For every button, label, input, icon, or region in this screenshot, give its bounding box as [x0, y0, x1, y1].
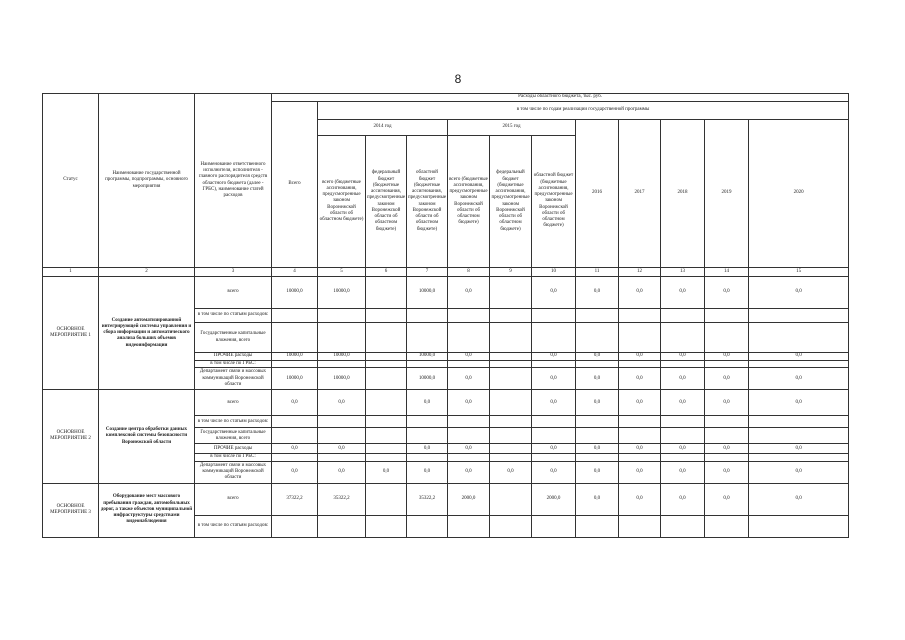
column-number: 14: [705, 268, 749, 277]
page-number: 8: [454, 72, 462, 86]
value-cell: [448, 515, 490, 537]
value-cell: 0,0: [318, 461, 366, 483]
value-cell: [576, 454, 619, 461]
value-cell: 0,0: [318, 390, 366, 416]
value-cell: [576, 309, 619, 323]
value-cell: [619, 416, 661, 428]
value-cell: 0,0: [619, 368, 661, 390]
value-cell: [661, 428, 705, 444]
value-cell: [619, 309, 661, 323]
value-cell: 10000,0: [407, 277, 448, 309]
value-cell: [366, 444, 407, 454]
value-cell: 0,0: [705, 461, 749, 483]
value-cell: 0,0: [366, 461, 407, 483]
value-cell: [318, 515, 366, 537]
value-cell: [490, 353, 532, 361]
value-cell: [705, 454, 749, 461]
column-number: 12: [619, 268, 661, 277]
value-cell: [366, 309, 407, 323]
value-cell: 0,0: [576, 461, 619, 483]
value-cell: [272, 323, 318, 353]
value-cell: 0,0: [749, 461, 849, 483]
value-cell: 0,0: [576, 353, 619, 361]
value-cell: 0,0: [619, 277, 661, 309]
expense-item-label: всего: [195, 390, 272, 416]
column-number: 2: [99, 268, 195, 277]
value-cell: [366, 353, 407, 361]
value-cell: [318, 323, 366, 353]
value-cell: [749, 416, 849, 428]
value-cell: [532, 428, 576, 444]
value-cell: [272, 428, 318, 444]
value-cell: [661, 309, 705, 323]
event-status: ОСНОВНОЕ МЕРОПРИЯТИЕ 1: [43, 277, 99, 390]
value-cell: [407, 416, 448, 428]
expense-item-label: Департамент связи и массовых коммуникаций Воронежской области: [195, 368, 272, 390]
expense-item-label: ПРОЧИЕ расходы: [195, 444, 272, 454]
value-cell: [576, 515, 619, 537]
value-cell: 0,0: [272, 444, 318, 454]
value-cell: [749, 323, 849, 353]
value-cell: 0,0: [576, 390, 619, 416]
value-cell: [407, 428, 448, 444]
value-cell: [407, 323, 448, 353]
value-cell: [749, 428, 849, 444]
column-number: 8: [448, 268, 490, 277]
column-number: 9: [490, 268, 532, 277]
value-cell: [490, 416, 532, 428]
value-cell: [407, 361, 448, 368]
value-cell: [661, 323, 705, 353]
header-expenses: Расходы областного бюджета, тыс. руб.: [272, 94, 849, 102]
value-cell: 0,0: [661, 483, 705, 515]
value-cell: [318, 309, 366, 323]
header-federal-2014: федеральный бюджет (бюджетные ассигнования, предусмотренные законом Воронежской области об областном бюджете): [366, 136, 407, 268]
value-cell: [407, 454, 448, 461]
header-year-2015: 2015 год: [448, 120, 576, 136]
value-cell: [576, 323, 619, 353]
value-cell: [705, 515, 749, 537]
value-cell: [532, 361, 576, 368]
value-cell: 0,0: [448, 461, 490, 483]
value-cell: [490, 444, 532, 454]
value-cell: 0,0: [619, 483, 661, 515]
value-cell: [318, 454, 366, 461]
header-status: Статус: [43, 94, 99, 268]
value-cell: 0,0: [749, 444, 849, 454]
column-number: 1: [43, 268, 99, 277]
value-cell: 0,0: [490, 461, 532, 483]
value-cell: [619, 323, 661, 353]
header-name: Наименование государственной программы, подпрограммы, основного мероприятия: [99, 94, 195, 268]
value-cell: [532, 515, 576, 537]
value-cell: [532, 323, 576, 353]
value-cell: [366, 361, 407, 368]
value-cell: 0,0: [532, 368, 576, 390]
value-cell: 0,0: [576, 277, 619, 309]
value-cell: [366, 323, 407, 353]
value-cell: 0,0: [576, 483, 619, 515]
value-cell: 0,0: [532, 277, 576, 309]
value-cell: [490, 454, 532, 461]
value-cell: [705, 428, 749, 444]
value-cell: 0,0: [619, 444, 661, 454]
expense-item-label: в том числе по статьям расходов:: [195, 416, 272, 428]
table-row: [43, 483, 849, 515]
column-number: 6: [366, 268, 407, 277]
column-number: 5: [318, 268, 366, 277]
table-header: [43, 94, 849, 277]
value-cell: [318, 428, 366, 444]
column-number-row: [43, 268, 849, 277]
value-cell: 10000,0: [407, 368, 448, 390]
value-cell: 0,0: [532, 461, 576, 483]
expense-item-label: в том числе по ГРБС:: [195, 361, 272, 368]
value-cell: 10000,0: [318, 368, 366, 390]
value-cell: 0,0: [448, 390, 490, 416]
value-cell: [532, 416, 576, 428]
value-cell: 35322,2: [318, 483, 366, 515]
value-cell: [490, 368, 532, 390]
value-cell: [576, 416, 619, 428]
value-cell: 10000,0: [272, 353, 318, 361]
value-cell: [318, 361, 366, 368]
value-cell: [576, 361, 619, 368]
value-cell: [366, 454, 407, 461]
value-cell: [448, 428, 490, 444]
table-body: [43, 277, 849, 538]
header-total-budget-2015: всего (бюджетные ассигнования, предусмотренные законом Воронежской области об областном бюджете): [448, 136, 490, 268]
header-responsible: Наименование ответственного исполнителя, исполнителя - главного распорядителя средств областного бюджета (далее - ГРБС), наименование статей расходов: [195, 94, 272, 268]
value-cell: [705, 309, 749, 323]
column-number: 7: [407, 268, 448, 277]
value-cell: [749, 454, 849, 461]
value-cell: [661, 361, 705, 368]
value-cell: 0,0: [749, 368, 849, 390]
expense-item-label: всего: [195, 483, 272, 515]
expense-item-label: всего: [195, 277, 272, 309]
event-name: Создание центра обработки данных комплексной системы безопасности Воронежской области: [99, 390, 195, 483]
value-cell: 0,0: [272, 390, 318, 416]
value-cell: [619, 515, 661, 537]
value-cell: [661, 416, 705, 428]
value-cell: [705, 416, 749, 428]
value-cell: [576, 428, 619, 444]
header-regional-2015: областной бюджет (бюджетные ассигнования, предусмотренные законом Воронежской области об областном бюджете): [532, 136, 576, 268]
value-cell: [490, 309, 532, 323]
header-year-2017: 2017: [619, 120, 661, 268]
value-cell: 0,0: [272, 461, 318, 483]
value-cell: 0,0: [661, 444, 705, 454]
value-cell: 0,0: [749, 390, 849, 416]
value-cell: 0,0: [576, 444, 619, 454]
value-cell: [661, 515, 705, 537]
column-number: 10: [532, 268, 576, 277]
value-cell: [366, 390, 407, 416]
value-cell: 10000,0: [272, 368, 318, 390]
event-status: ОСНОВНОЕ МЕРОПРИЯТИЕ 3: [43, 483, 99, 537]
budget-table: [42, 93, 849, 538]
value-cell: [366, 515, 407, 537]
expense-item-label: в том числе по статьям расходов:: [195, 515, 272, 537]
column-number: 13: [661, 268, 705, 277]
header-by-years: в том числе по годам реализации государственной программы: [318, 102, 849, 120]
value-cell: 0,0: [448, 277, 490, 309]
value-cell: 0,0: [661, 368, 705, 390]
header-year-2020: 2020: [749, 120, 849, 268]
value-cell: 0,0: [661, 277, 705, 309]
value-cell: 0,0: [705, 353, 749, 361]
value-cell: 2000,0: [448, 483, 490, 515]
value-cell: 10000,0: [318, 277, 366, 309]
value-cell: 0,0: [661, 390, 705, 416]
expense-item-label: в том числе по статьям расходов:: [195, 309, 272, 323]
value-cell: 0,0: [705, 390, 749, 416]
value-cell: [490, 483, 532, 515]
value-cell: [619, 428, 661, 444]
value-cell: [490, 515, 532, 537]
value-cell: [532, 309, 576, 323]
column-number: 4: [272, 268, 318, 277]
value-cell: 0,0: [448, 444, 490, 454]
value-cell: 0,0: [532, 353, 576, 361]
expense-item-label: Департамент связи и массовых коммуникаций Воронежской области: [195, 461, 272, 483]
header-year-2018: 2018: [661, 120, 705, 268]
header-regional-2014: областной бюджет (бюджетные ассигнования, предусмотренные законом Воронежской области об областном бюджете): [407, 136, 448, 268]
value-cell: [532, 454, 576, 461]
value-cell: [490, 323, 532, 353]
value-cell: 0,0: [661, 461, 705, 483]
table-row: [43, 277, 849, 309]
value-cell: 10000,0: [318, 353, 366, 361]
column-number: 15: [749, 268, 849, 277]
value-cell: [272, 309, 318, 323]
value-cell: 37322,2: [272, 483, 318, 515]
value-cell: [490, 277, 532, 309]
expense-item-label: Государственные капитальные вложения, всего: [195, 323, 272, 353]
value-cell: 10000,0: [272, 277, 318, 309]
value-cell: [407, 309, 448, 323]
event-name: Создание автоматизированной интегрирующей системы управления и сбора информации и автоматического анализа больших объемов видеоинформации: [99, 277, 195, 390]
value-cell: [272, 454, 318, 461]
value-cell: [272, 361, 318, 368]
value-cell: [318, 416, 366, 428]
value-cell: [366, 416, 407, 428]
header-year-2014: 2014 год: [318, 120, 448, 136]
value-cell: [366, 368, 407, 390]
header-total: Всего: [272, 102, 318, 268]
expense-item-label: Государственные капитальные вложения, всего: [195, 428, 272, 444]
value-cell: [490, 428, 532, 444]
value-cell: 0,0: [619, 390, 661, 416]
value-cell: 0,0: [532, 390, 576, 416]
value-cell: 0,0: [407, 444, 448, 454]
value-cell: [749, 515, 849, 537]
value-cell: [448, 416, 490, 428]
value-cell: 0,0: [407, 461, 448, 483]
value-cell: 10000,0: [407, 353, 448, 361]
value-cell: 0,0: [749, 483, 849, 515]
value-cell: [448, 454, 490, 461]
column-number: 3: [195, 268, 272, 277]
value-cell: [661, 454, 705, 461]
value-cell: 2000,0: [532, 483, 576, 515]
value-cell: 0,0: [705, 277, 749, 309]
value-cell: [705, 361, 749, 368]
value-cell: 0,0: [749, 353, 849, 361]
event-status: ОСНОВНОЕ МЕРОПРИЯТИЕ 2: [43, 390, 99, 483]
value-cell: [366, 277, 407, 309]
header-year-2019: 2019: [705, 120, 749, 268]
value-cell: [749, 309, 849, 323]
value-cell: 0,0: [661, 353, 705, 361]
expense-item-label: в том числе по ГРБС:: [195, 454, 272, 461]
value-cell: 0,0: [749, 277, 849, 309]
value-cell: [619, 454, 661, 461]
expense-item-label: ПРОЧИЕ расходы: [195, 353, 272, 361]
value-cell: [619, 361, 661, 368]
value-cell: [448, 323, 490, 353]
value-cell: [366, 483, 407, 515]
value-cell: 35322,2: [407, 483, 448, 515]
value-cell: 0,0: [407, 390, 448, 416]
value-cell: [749, 361, 849, 368]
value-cell: [407, 515, 448, 537]
value-cell: 0,0: [576, 368, 619, 390]
value-cell: 0,0: [705, 483, 749, 515]
value-cell: [272, 515, 318, 537]
value-cell: 0,0: [448, 353, 490, 361]
value-cell: 0,0: [318, 444, 366, 454]
event-name: Оборудование мест массового пребывания граждан, автомобильных дорог, а также объектов муниципальной инфраструктуры средствами видеонаблюдения: [99, 483, 195, 537]
value-cell: [272, 416, 318, 428]
header-year-2016: 2016: [576, 120, 619, 268]
value-cell: [448, 361, 490, 368]
value-cell: [366, 428, 407, 444]
value-cell: 0,0: [705, 368, 749, 390]
value-cell: [490, 361, 532, 368]
value-cell: 0,0: [619, 353, 661, 361]
column-number: 11: [576, 268, 619, 277]
value-cell: [705, 323, 749, 353]
header-federal-2015: федеральный бюджет (бюджетные ассигнования, предусмотренные законом Воронежской области об областном бюджете): [490, 136, 532, 268]
value-cell: 0,0: [532, 444, 576, 454]
value-cell: [448, 309, 490, 323]
value-cell: 0,0: [619, 461, 661, 483]
value-cell: 0,0: [705, 444, 749, 454]
table-row: [43, 390, 849, 416]
header-total-budget-2014: всего (бюджетные ассигнования, предусмотренные законом Воронежской области об областном бюджете): [318, 136, 366, 268]
value-cell: [490, 390, 532, 416]
value-cell: 0,0: [448, 368, 490, 390]
